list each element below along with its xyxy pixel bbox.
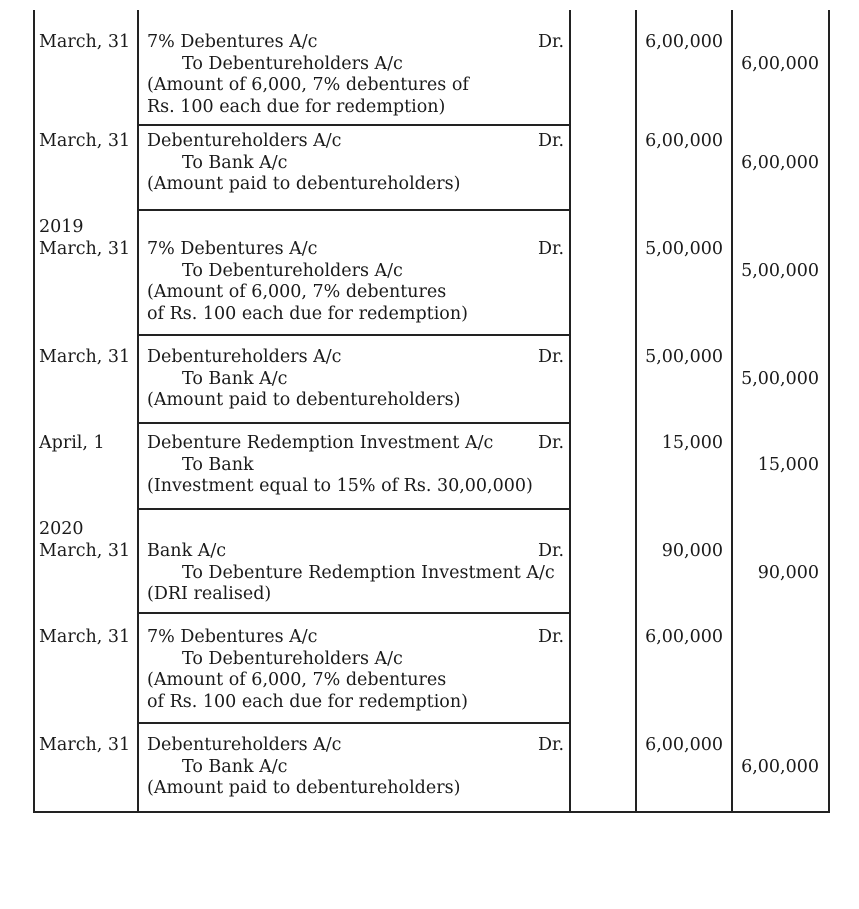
column-border-date (137, 10, 139, 812)
debit-account: Debenture Redemption Investment A/c (147, 433, 494, 453)
credit-amount: 5,00,000 (741, 368, 819, 389)
debit-account: Debentureholders A/c (147, 347, 342, 367)
dr-label: Dr. (538, 32, 565, 52)
debit-account: 7% Debentures A/c (147, 32, 318, 52)
narration-line: (Investment equal to 15% of Rs. 30,00,000) (147, 476, 533, 496)
debit-account: Debentureholders A/c (147, 735, 342, 755)
column-border-particulars (569, 10, 571, 812)
column-border-right (828, 10, 830, 812)
debit-amount: 5,00,000 (645, 239, 723, 259)
credit-account: To Bank A/c (182, 756, 288, 777)
credit-account: To Debentureholders A/c (182, 260, 403, 281)
credit-account: To Bank A/c (182, 152, 288, 173)
debit-amount: 6,00,000 (645, 131, 723, 151)
entry-date: April, 1 (39, 433, 105, 453)
narration-line: (Amount paid to debentureholders) (147, 390, 461, 410)
dr-label: Dr. (538, 541, 565, 561)
credit-account: To Bank A/c (182, 368, 288, 389)
dr-label: Dr. (538, 347, 565, 367)
narration-line: (Amount of 6,000, 7% debentures of (147, 75, 469, 95)
narration-line: (Amount of 6,000, 7% debentures (147, 670, 447, 690)
entry-separator (138, 508, 570, 510)
debit-amount: 6,00,000 (645, 627, 723, 647)
narration-line: of Rs. 100 each due for redemption) (147, 303, 468, 324)
column-border-left (33, 10, 35, 812)
entry-date: March, 31 (39, 239, 131, 259)
narration-line: (Amount paid to debentureholders) (147, 778, 461, 798)
narration-line: (Amount of 6,000, 7% debentures (147, 282, 447, 302)
entry-separator (138, 422, 570, 424)
debit-account: 7% Debentures A/c (147, 239, 318, 259)
credit-amount: 5,00,000 (741, 260, 819, 281)
entry-year: 2020 (39, 519, 84, 539)
entry-separator (138, 722, 570, 724)
credit-account: To Debenture Redemption Investment A/c (182, 562, 555, 583)
credit-account: To Debentureholders A/c (182, 53, 403, 74)
credit-amount: 6,00,000 (741, 152, 819, 173)
dr-label: Dr. (538, 239, 565, 259)
dr-label: Dr. (538, 735, 565, 755)
debit-account: Debentureholders A/c (147, 131, 342, 151)
entry-date: March, 31 (39, 627, 131, 647)
narration-line: of Rs. 100 each due for redemption) (147, 691, 468, 712)
debit-amount: 6,00,000 (645, 32, 723, 52)
narration-line: (DRI realised) (147, 584, 272, 604)
narration-line: Rs. 100 each due for redemption) (147, 96, 446, 117)
credit-amount: 15,000 (757, 454, 819, 475)
credit-amount: 6,00,000 (741, 53, 819, 74)
narration-line: (Amount paid to debentureholders) (147, 174, 461, 194)
entry-separator (138, 124, 570, 126)
dr-label: Dr. (538, 627, 565, 647)
table-bottom-border (33, 811, 830, 813)
debit-amount: 5,00,000 (645, 347, 723, 367)
credit-amount: 90,000 (757, 562, 819, 583)
dr-label: Dr. (538, 131, 565, 151)
column-border-lf (635, 10, 637, 812)
credit-amount: 6,00,000 (741, 756, 819, 777)
entry-separator (138, 209, 570, 211)
column-border-debit (731, 10, 733, 812)
debit-account: 7% Debentures A/c (147, 627, 318, 647)
debit-amount: 15,000 (661, 433, 723, 453)
entry-year: 2019 (39, 217, 84, 237)
debit-amount: 6,00,000 (645, 735, 723, 755)
entry-separator (138, 612, 570, 614)
entry-date: March, 31 (39, 32, 131, 52)
debit-amount: 90,000 (661, 541, 723, 561)
credit-account: To Debentureholders A/c (182, 648, 403, 669)
entry-separator (138, 334, 570, 336)
entry-date: March, 31 (39, 131, 131, 151)
entry-date: March, 31 (39, 347, 131, 367)
dr-label: Dr. (538, 433, 565, 453)
entry-date: March, 31 (39, 541, 131, 561)
debit-account: Bank A/c (147, 541, 227, 561)
entry-date: March, 31 (39, 735, 131, 755)
credit-account: To Bank (182, 454, 254, 475)
